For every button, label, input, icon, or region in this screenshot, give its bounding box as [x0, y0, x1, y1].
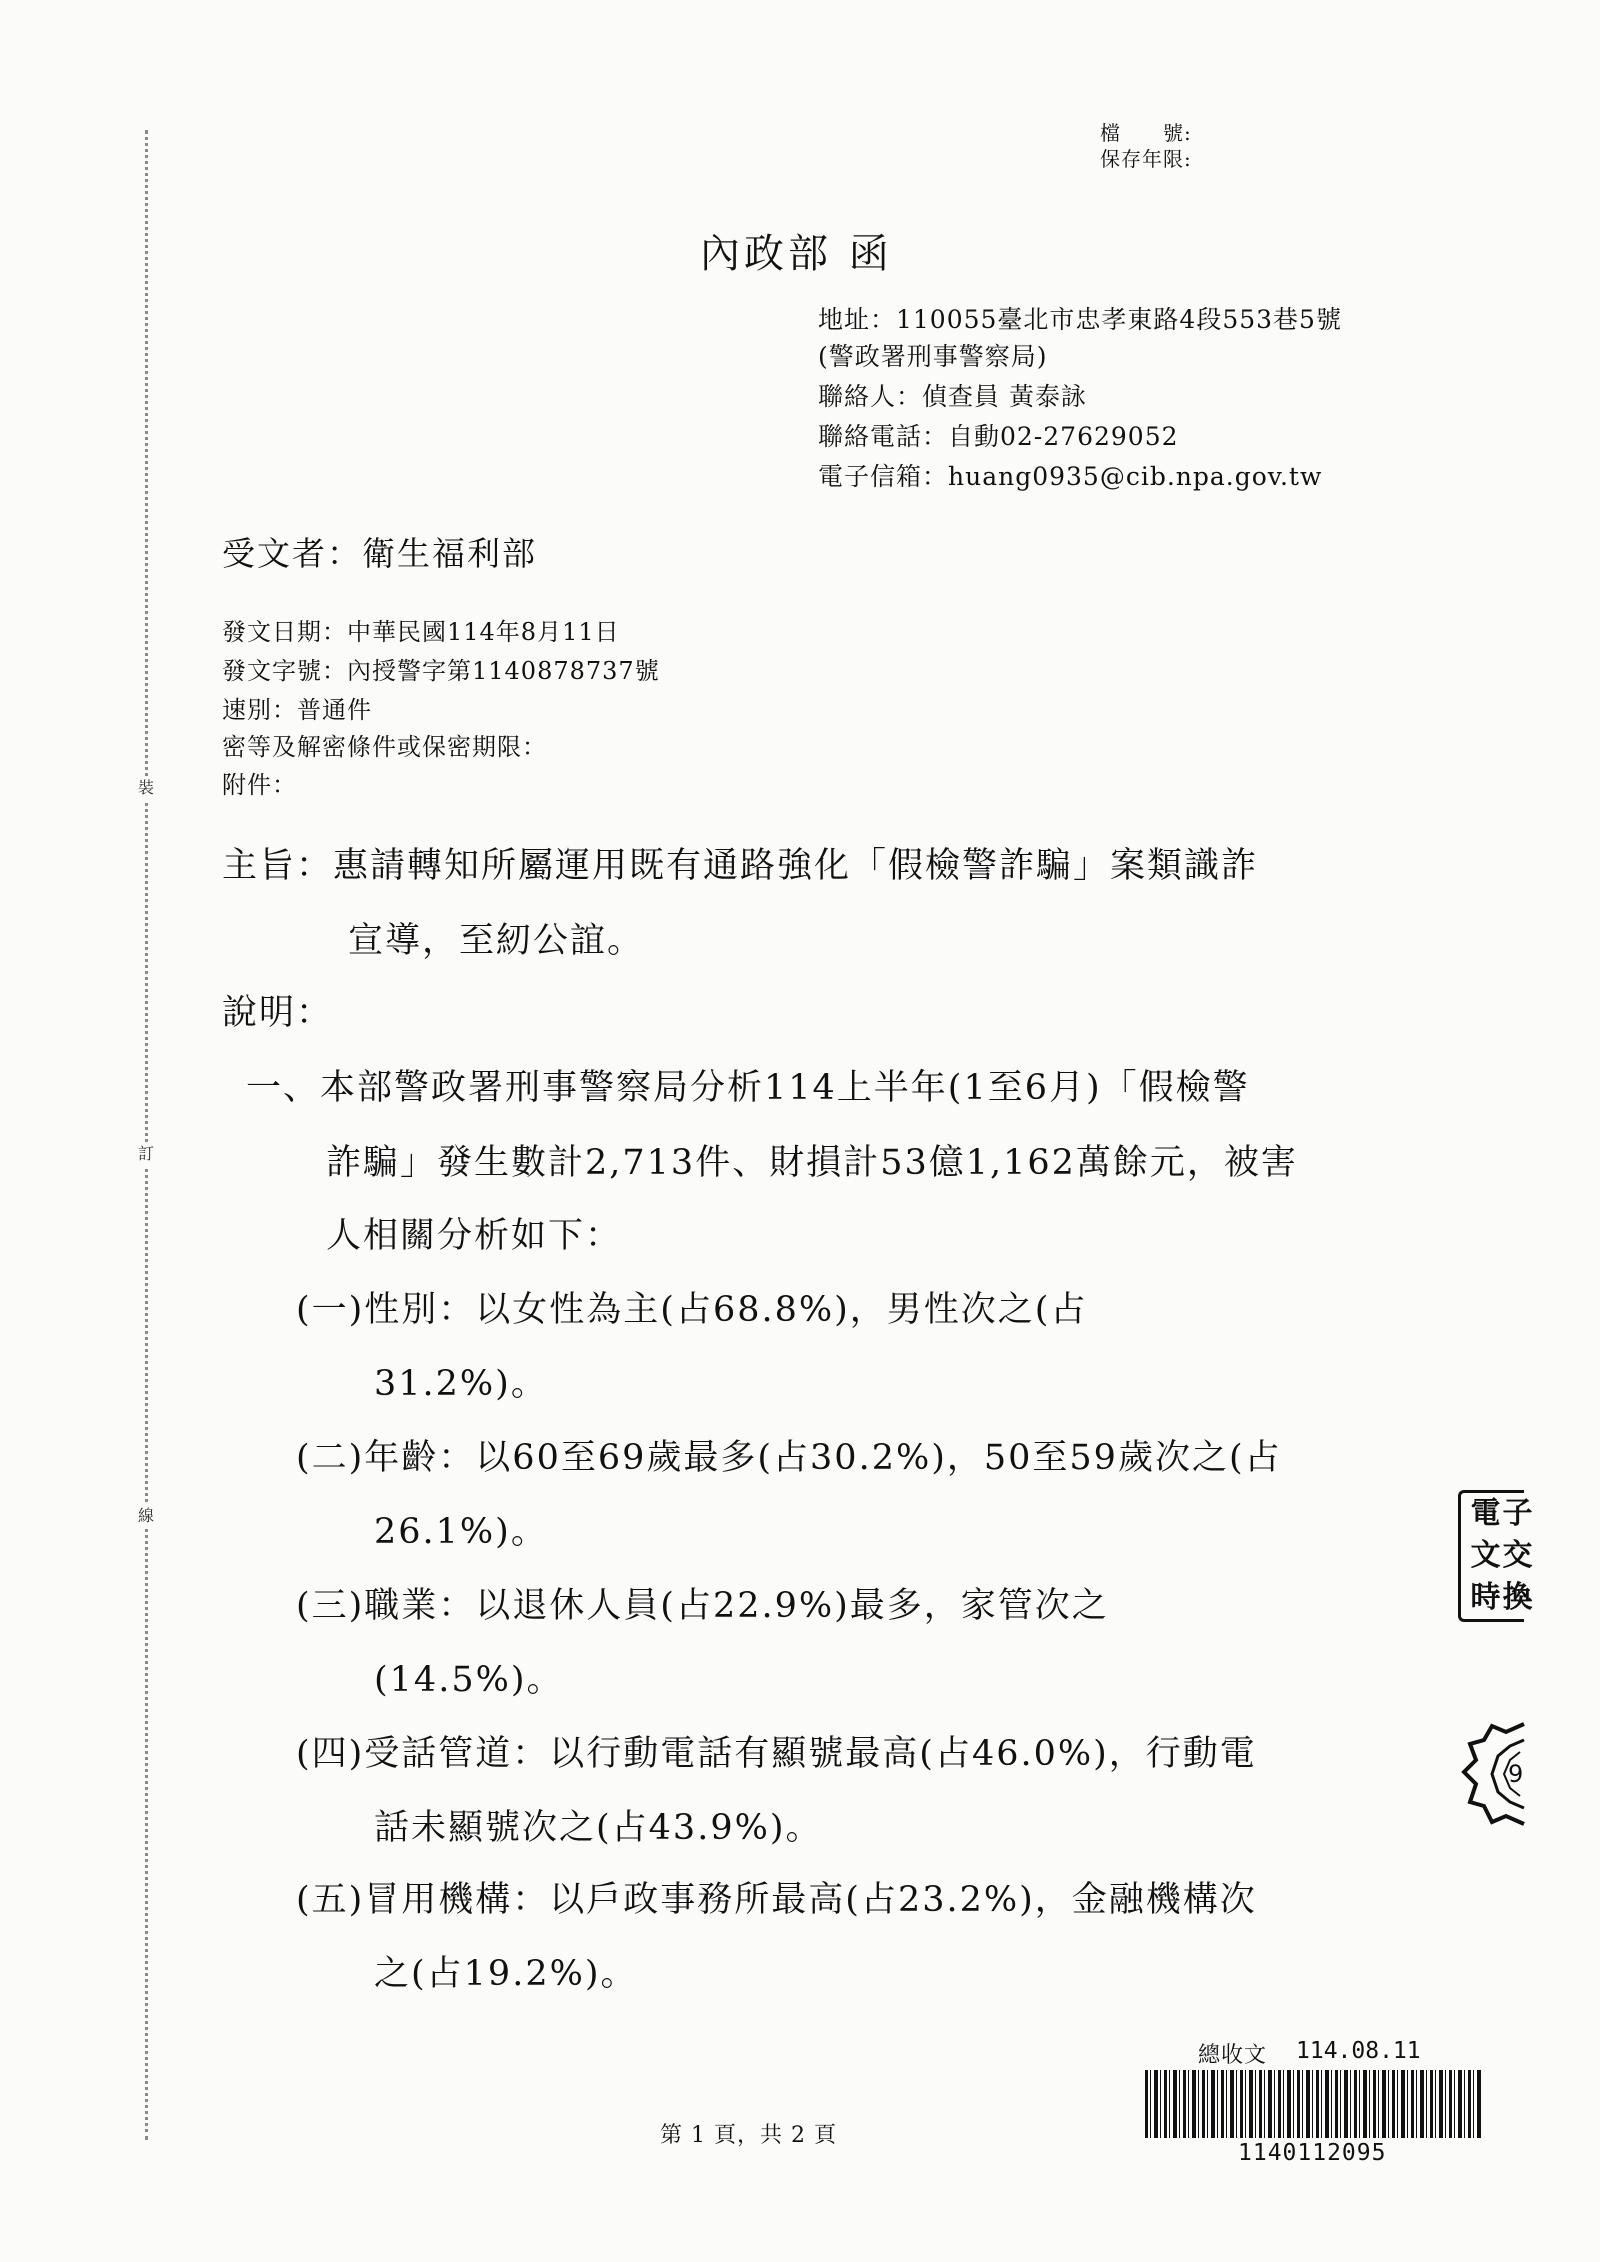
contact-office: (警政署刑事警察局) — [818, 342, 1048, 371]
document-number: 發文字號：內授警字第1140878737號 — [222, 657, 660, 685]
item-gender-line-1: (一)性別：以女性為主(占68.8%)，男性次之(占 — [296, 1290, 1088, 1330]
item-channel-line-2: 話未顯號次之(占43.9%)。 — [374, 1808, 823, 1848]
seal-char: 換 — [1502, 1580, 1533, 1615]
explanation-label: 說明： — [222, 993, 334, 1033]
section-1-line-1: 一、本部警政署刑事警察局分析114上半年(1至6月)「假檢警 — [246, 1068, 1250, 1108]
item-occupation-line-1: (三)職業：以退休人員(占22.9%)最多，家管次之 — [296, 1586, 1109, 1626]
retention-period-label: 保存年限: — [1100, 147, 1192, 171]
recipient: 受文者：衛生福利部 — [222, 534, 537, 573]
subject-line-1: 主旨：惠請轉知所屬運用既有通路強化「假檢警詐騙」案類識詐 — [222, 846, 1259, 886]
contact-address: 地址：110055臺北市忠孝東路4段553巷5號 — [818, 305, 1342, 334]
receipt-label: 總收文 — [1198, 2043, 1268, 2068]
seal-char: 時 — [1470, 1580, 1501, 1615]
contact-person: 聯絡人：偵查員 黃泰詠 — [818, 382, 1087, 411]
seal-char: 文 — [1470, 1538, 1501, 1573]
contact-email: 電子信箱：huang0935@cib.npa.gov.tw — [818, 462, 1323, 491]
binding-char-ding: 訂 — [133, 1142, 159, 1166]
electronic-document-seal — [1458, 1490, 1533, 1622]
binding-char-xian: 線 — [133, 1504, 159, 1528]
file-number-label: 檔 號: — [1100, 121, 1192, 145]
item-age-line-1: (二)年齡：以60至69歲最多(占30.2%)，50至59歲次之(占 — [296, 1438, 1282, 1478]
receipt-barcode — [1145, 2070, 1483, 2138]
item-impersonated-agency-line-2: 之(占19.2%)。 — [374, 1954, 638, 1994]
document-title: 內政部 函 — [700, 231, 893, 277]
page-indicator: 第 1 頁，共 2 頁 — [660, 2123, 837, 2148]
binding-dotted-line — [145, 130, 148, 2140]
attachment-label: 附件： — [222, 771, 297, 799]
section-1-line-2: 詐騙」發生數計2,713件、財損計53億1,162萬餘元，被害 — [326, 1143, 1298, 1183]
item-occupation-line-2: (14.5%)。 — [374, 1660, 564, 1700]
item-channel-line-1: (四)受話管道：以行動電話有顯號最高(占46.0%)，行動電 — [296, 1734, 1257, 1774]
speed-category: 速別：普通件 — [222, 696, 372, 724]
gear-stamp-digit: 9 — [1508, 1760, 1524, 1788]
seal-char: 交 — [1502, 1538, 1533, 1573]
item-gender-line-2: 31.2%)。 — [374, 1364, 548, 1404]
secrecy-level: 密等及解密條件或保密期限： — [222, 733, 547, 761]
seal-char: 子 — [1502, 1496, 1533, 1531]
binding-char-zhuang: 裝 — [133, 776, 159, 800]
item-impersonated-agency-line-1: (五)冒用機構：以戶政事務所最高(占23.2%)，金融機構次 — [296, 1880, 1257, 1920]
receipt-date: 114.08.11 — [1296, 2038, 1421, 2064]
section-1-line-3: 人相關分析如下： — [326, 1216, 623, 1256]
item-age-line-2: 26.1%)。 — [374, 1512, 548, 1552]
subject-line-2: 宣導，至紉公誼。 — [348, 921, 645, 961]
seal-char: 電 — [1470, 1496, 1501, 1531]
contact-phone: 聯絡電話：自動02-27629052 — [818, 422, 1179, 451]
issue-date: 發文日期：中華民國114年8月11日 — [222, 618, 620, 646]
barcode-number: 1140112095 — [1238, 2140, 1387, 2166]
gear-stamp-icon — [1462, 1718, 1524, 1830]
